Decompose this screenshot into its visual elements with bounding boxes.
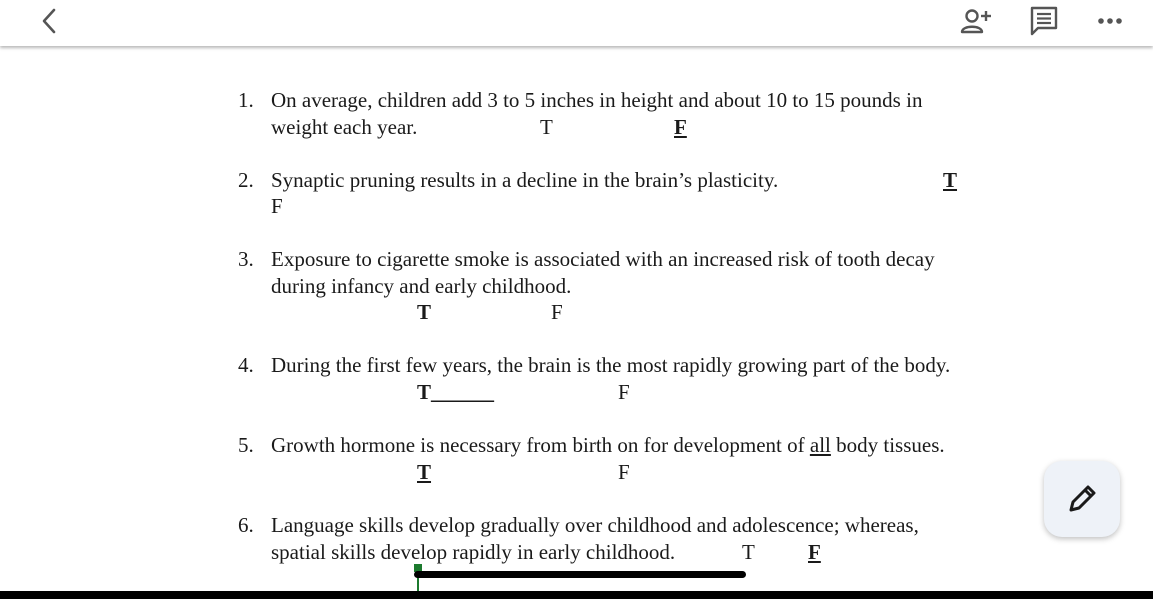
question-text-line2: spatial skills develop rapidly in early childhood. [271, 540, 676, 564]
more-horizontal-icon [1097, 17, 1123, 25]
edit-button[interactable] [1044, 461, 1120, 537]
share-button[interactable] [959, 6, 993, 36]
back-button[interactable] [34, 6, 64, 36]
emphasized-word: all [809, 433, 831, 457]
bottom-navigation-bar [0, 591, 1153, 599]
true-option-selected: T [417, 460, 432, 484]
question-text: Exposure to cigarette smoke is associated with an increased risk of tooth decay [271, 247, 935, 271]
question-text-line2: weight each year. [271, 115, 418, 139]
comment-icon [1030, 6, 1058, 36]
false-option-selected: F [674, 115, 687, 139]
more-options-button[interactable] [1094, 6, 1126, 36]
question-text: Synaptic pruning results in a decline in the brain’s plasticity. [271, 168, 779, 192]
true-option: T [540, 115, 553, 139]
question-number: 2. [238, 168, 254, 192]
true-option-selected: T [417, 300, 432, 324]
question-text: On average, children add 3 to 5 inches in height and about 10 to 15 pounds in [271, 88, 923, 112]
question-text: Language skills develop gradually over childhood and adolescence; whereas, [271, 513, 919, 537]
question-number: 5. [238, 433, 254, 457]
true-option-selected: T [943, 168, 958, 192]
false-option: F [618, 460, 630, 484]
chevron-left-icon [41, 8, 57, 34]
question-number: 4. [238, 353, 254, 377]
false-option: F [271, 194, 283, 218]
text-cursor-line [417, 566, 419, 591]
question-text-after: body tissues. [830, 433, 945, 457]
add-person-icon [959, 7, 993, 35]
scrollbar-handle[interactable] [414, 571, 746, 578]
question-text-line2: during infancy and early childhood. [271, 274, 572, 298]
question-text: During the first few years, the brain is the most rapidly growing part of the body. [271, 353, 951, 377]
true-option-selected: T______ [417, 380, 495, 404]
question-number: 3. [238, 247, 254, 271]
document-page[interactable] [0, 46, 1153, 591]
question-text-before: Growth hormone is necessary from birth on for development of [271, 433, 810, 457]
false-option: F [551, 300, 563, 324]
question-text [271, 432, 945, 459]
true-option: T [742, 540, 755, 564]
comments-button[interactable] [1027, 5, 1061, 37]
pencil-icon [1065, 482, 1099, 516]
top-app-bar [0, 0, 1153, 46]
false-option-selected: F [808, 540, 821, 564]
question-number: 6. [238, 513, 254, 537]
question-number: 1. [238, 88, 254, 112]
false-option: F [618, 380, 630, 404]
